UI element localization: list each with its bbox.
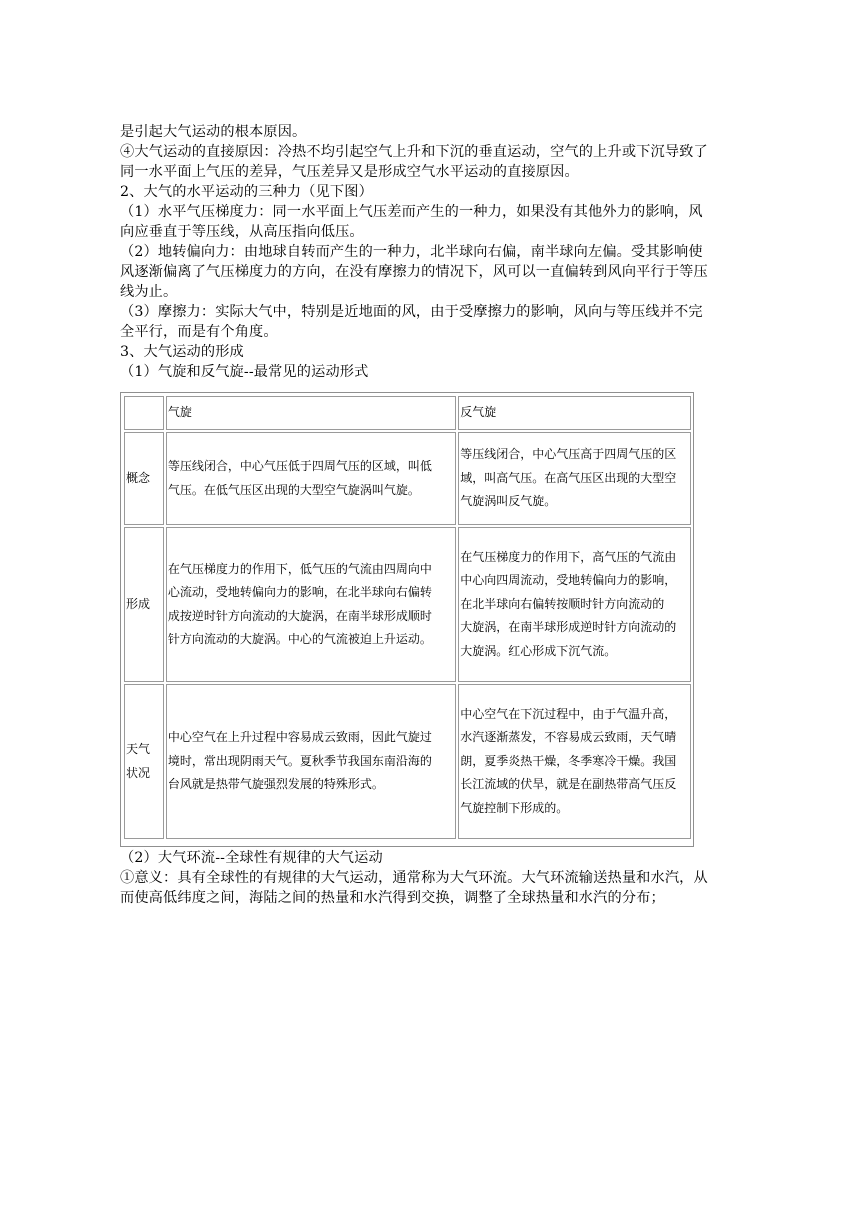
- paragraph-line: ①意义：具有全球性的有规律的大气运动，通常称为大气环流。大气环流输送热量和水汽，从: [120, 870, 708, 886]
- comparison-table-grid: [122, 394, 693, 841]
- header-blank-cell: [124, 396, 164, 430]
- cell-line: 大旋涡，在南半球形成逆时针方向流动的: [460, 620, 677, 635]
- cell-line: 朗，夏季炎热干燥，冬季寒冷干燥。我国: [460, 753, 677, 768]
- cell-line: 针方向流动的大旋涡。中心的气流被迫上升运动。: [167, 632, 432, 646]
- paragraph-line: 向应垂直于等压线，从高压指向低压。: [120, 224, 364, 240]
- cell-line: 等压线闭合，中心气压高于四周气压的区: [460, 447, 677, 462]
- cyclone-cell: [166, 432, 456, 525]
- header-anticyclone-cell: 反气旋: [458, 396, 691, 430]
- cell-line: 台风就是热带气旋强烈发展的特殊形式。: [167, 777, 384, 792]
- section-heading: 2、大气的水平运动的三种力（见下图）: [120, 184, 373, 200]
- cell-line: 等压线闭合，中心气压低于四周气压的区域，叫低: [167, 459, 432, 473]
- paragraph-line: 而使高低纬度之间，海陆之间的热量和水汽得到交换，调整了全球热量和水汽的分布；: [120, 890, 665, 906]
- cell-line: 气旋控制下形成的。: [460, 800, 569, 815]
- cell-line: 在气压梯度力的作用下，低气压的气流由四周向中: [167, 561, 432, 576]
- paragraph-line: ④大气运动的直接原因：冷热不均引起空气上升和下沉的垂直运动，空气的上升或下沉导致了: [120, 144, 708, 160]
- subsection-heading: （2）大气环流--全球性有规律的大气运动: [120, 850, 383, 866]
- row-label-line: 概念: [126, 470, 151, 485]
- cell-line: 中心空气在上升过程中容易成云致雨，因此气旋过: [167, 730, 432, 745]
- cell-line: 中心空气在下沉过程中，由于气温升高，: [460, 706, 677, 721]
- table-row-weather: [124, 684, 691, 839]
- cell-line: 成按逆时针方向流动的大旋涡，在南半球形成顺时: [167, 608, 432, 623]
- cell-line: 中心向四周流动，受地转偏向力的影响，: [460, 573, 677, 588]
- row-label-cell: [124, 432, 164, 525]
- paragraph-line: 风逐渐偏离了气压梯度力的方向，在没有摩擦力的情况下，风可以一直偏转到风向平行于等压: [120, 264, 708, 280]
- paragraph-line: （1）水平气压梯度力：同一水平面上气压差而产生的一种力，如果没有其他外力的影响，风: [120, 204, 703, 220]
- text-section-lower: [120, 848, 760, 908]
- row-label-line: 状况: [126, 765, 151, 780]
- paragraph-line: 线为止。: [120, 284, 178, 300]
- header-cyclone-cell: 气旋: [166, 396, 456, 430]
- cyclone-cell: [166, 684, 456, 839]
- cell-line: 气压。在低气压区出现的大型空气旋涡叫气旋。: [167, 482, 420, 497]
- cell-line: 心流动，受地转偏向力的影响，在北半球向右偏转: [167, 585, 432, 599]
- anticyclone-cell: [458, 432, 691, 525]
- cell-line: 境时，常出现阴雨天气。夏秋季节我国东南沿海的: [167, 753, 432, 768]
- paragraph-line: （3）摩擦力：实际大气中，特别是近地面的风，由于受摩擦力的影响，风向与等压线并不完: [120, 304, 703, 320]
- paragraph-line: （2）地转偏向力：由地球自转而产生的一种力，北半球向右偏，南半球向左偏。受其影响使: [120, 244, 703, 260]
- paragraph-line: 是引起大气运动的根本原因。: [120, 124, 307, 140]
- cell-line: 水汽逐渐蒸发，不容易成云致雨，天气晴: [460, 730, 677, 745]
- row-label-line: 天气: [126, 742, 151, 756]
- paragraph-line: 同一水平面上气压的差异，气压差异又是形成空气水平运动的直接原因。: [120, 164, 579, 180]
- table-header-row: [124, 396, 691, 430]
- table-row-formation: [124, 527, 691, 682]
- cyclone-comparison-table: [120, 392, 694, 847]
- row-label-line: 形成: [126, 596, 151, 611]
- table-row-concept: [124, 432, 691, 525]
- cell-line: 在气压梯度力的作用下，高气压的气流由: [460, 549, 677, 564]
- cell-line: 在北半球向右偏转按顺时针方向流动的: [460, 596, 665, 611]
- subsection-heading: （1）气旋和反气旋--最常见的运动形式: [120, 364, 369, 380]
- cell-line: 大旋涡。红心形成下沉气流。: [460, 643, 617, 658]
- anticyclone-cell: [458, 527, 691, 682]
- cell-line: 域，叫高气压。在高气压区出现的大型空: [460, 470, 677, 485]
- row-label-cell: [124, 527, 164, 682]
- cell-line: 长江流域的伏旱，就是在副热带高气压反: [460, 777, 677, 792]
- cyclone-cell: [166, 527, 456, 682]
- anticyclone-cell: [458, 684, 691, 839]
- cell-line: 气旋涡叫反气旋。: [460, 494, 557, 509]
- section-heading: 3、大气运动的形成: [120, 344, 244, 360]
- text-section-upper: [120, 122, 740, 382]
- paragraph-line: 全平行，而是有个角度。: [120, 324, 278, 340]
- row-label-cell: [124, 684, 164, 839]
